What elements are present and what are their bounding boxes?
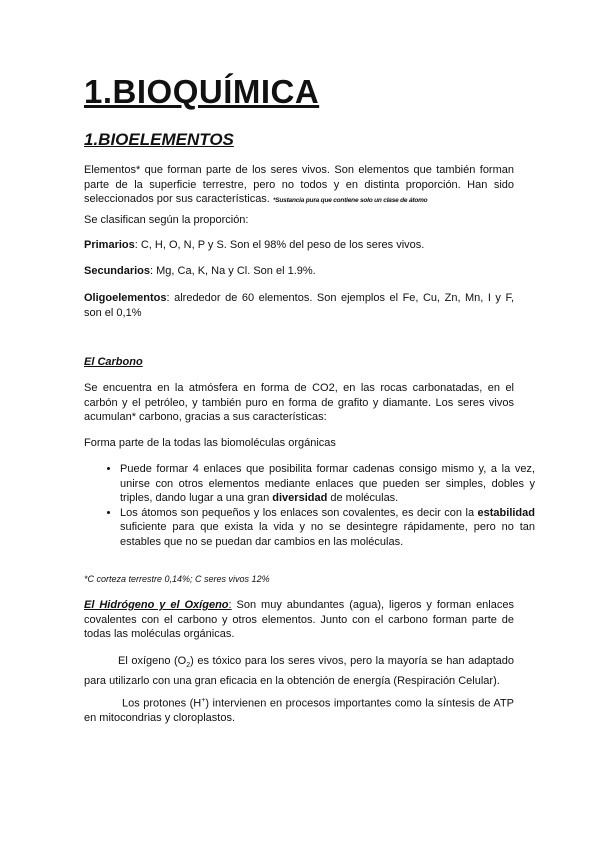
oxigeno-text-a: El oxígeno (O (118, 655, 187, 667)
carbono-note: *C corteza terrestre 0,14%; C seres vivos 12% (84, 574, 270, 584)
bullet2-bold: estabilidad (477, 506, 535, 519)
list-item (120, 462, 535, 506)
bullet2-text-b: suficiente para que exista la vida y no se desintegre rápidamente, pero no tan estables que no se puedan dar cambios en las moléculas. (120, 521, 535, 548)
oxigeno-text-b: ) es tóxico para los seres vivos, pero la mayoría se han adaptado para utilizarlo con una gran eficacia en la obtención de energía (Respiración Celular). (84, 655, 514, 687)
bullet1-bold: diversidad (272, 492, 328, 504)
oligo-label: Oligoelementos (84, 292, 167, 304)
oligo-paragraph (84, 291, 514, 320)
oxigeno-subscript: 2 (186, 662, 191, 670)
primarios-text: : C, H, O, N, P y S. Son el 98% del peso de los seres vivos. (134, 239, 425, 251)
page-title: 1.BIOQUÍMICA (84, 73, 320, 110)
bullet1-text-a: Puede formar 4 enlaces que posibilita formar cadenas consigo mismo y, a la vez, unirse con otros elementos mediante enlaces que pueden ser simples, dobles y triples, dando lugar a una gran (120, 463, 535, 504)
classify-text: Se clasifican según la proporción: (84, 214, 249, 226)
list-item (120, 506, 535, 550)
primarios-label: Primarios (84, 239, 135, 251)
bullet2-text-a: Los átomos son pequeños y los enlaces son covalentes, es decir con la (120, 506, 478, 519)
hidrogeno-colon: : (228, 599, 232, 611)
carbono-heading-line (84, 355, 514, 370)
hidrogeno-heading: El Hidrógeno y el Oxígeno (84, 599, 229, 611)
carbono-heading: El Carbono (84, 356, 143, 368)
secundarios-label: Secundarios (84, 265, 151, 277)
secundarios-text: : Mg, Ca, K, Na y Cl. Son el 1.9%. (150, 265, 316, 277)
carbono-bullet-list (100, 462, 535, 549)
carbono-para2: Forma parte de la todas las biomoléculas orgánicas (84, 437, 336, 449)
hidrogeno-text: Son muy abundantes (agua), ligeros y forman enlaces covalentes con el carbono y otros elementos. Junto con el carbono forman parte de todas las moléculas orgánicas. (84, 599, 514, 640)
oxigeno-paragraph (84, 654, 514, 688)
protones-superscript: + (201, 697, 206, 704)
protones-paragraph (84, 694, 514, 726)
bullet1-text-b: de moléculas. (327, 492, 399, 504)
oligo-text: : alrededor de 60 elementos. Son ejemplos el Fe, Cu, Zn, Mn, I y F, son el 0,1% (84, 292, 514, 319)
secundarios-paragraph (84, 264, 514, 279)
intro-paragraph (84, 163, 514, 209)
protones-text-a: Los protones (H (122, 697, 202, 710)
intro-text: Elementos* que forman parte de los seres vivos. Son elementos que también forman parte de la superficie terrestre, pero no todos y en distinta proporción. Han sido seleccionados por sus características. (84, 164, 514, 205)
protones-text-b: ) intervienen en procesos importantes como la síntesis de ATP en mitocondrias y cloroplastos. (84, 697, 515, 725)
carbono-para1: Se encuentra en la atmósfera en forma de CO2, en las rocas carbonatadas, en el carbón y el petróleo, y también puro en forma de grafito y diamante. Los seres vivos acumulan* carbono, gracias a sus características: (84, 382, 514, 423)
hidrogeno-paragraph (84, 598, 514, 642)
section-title: 1.BIOELEMENTOS (84, 130, 234, 149)
primarios-paragraph (84, 238, 514, 253)
intro-footnote: *Sustancia pura que contiene solo un clase de átomo (272, 197, 428, 204)
